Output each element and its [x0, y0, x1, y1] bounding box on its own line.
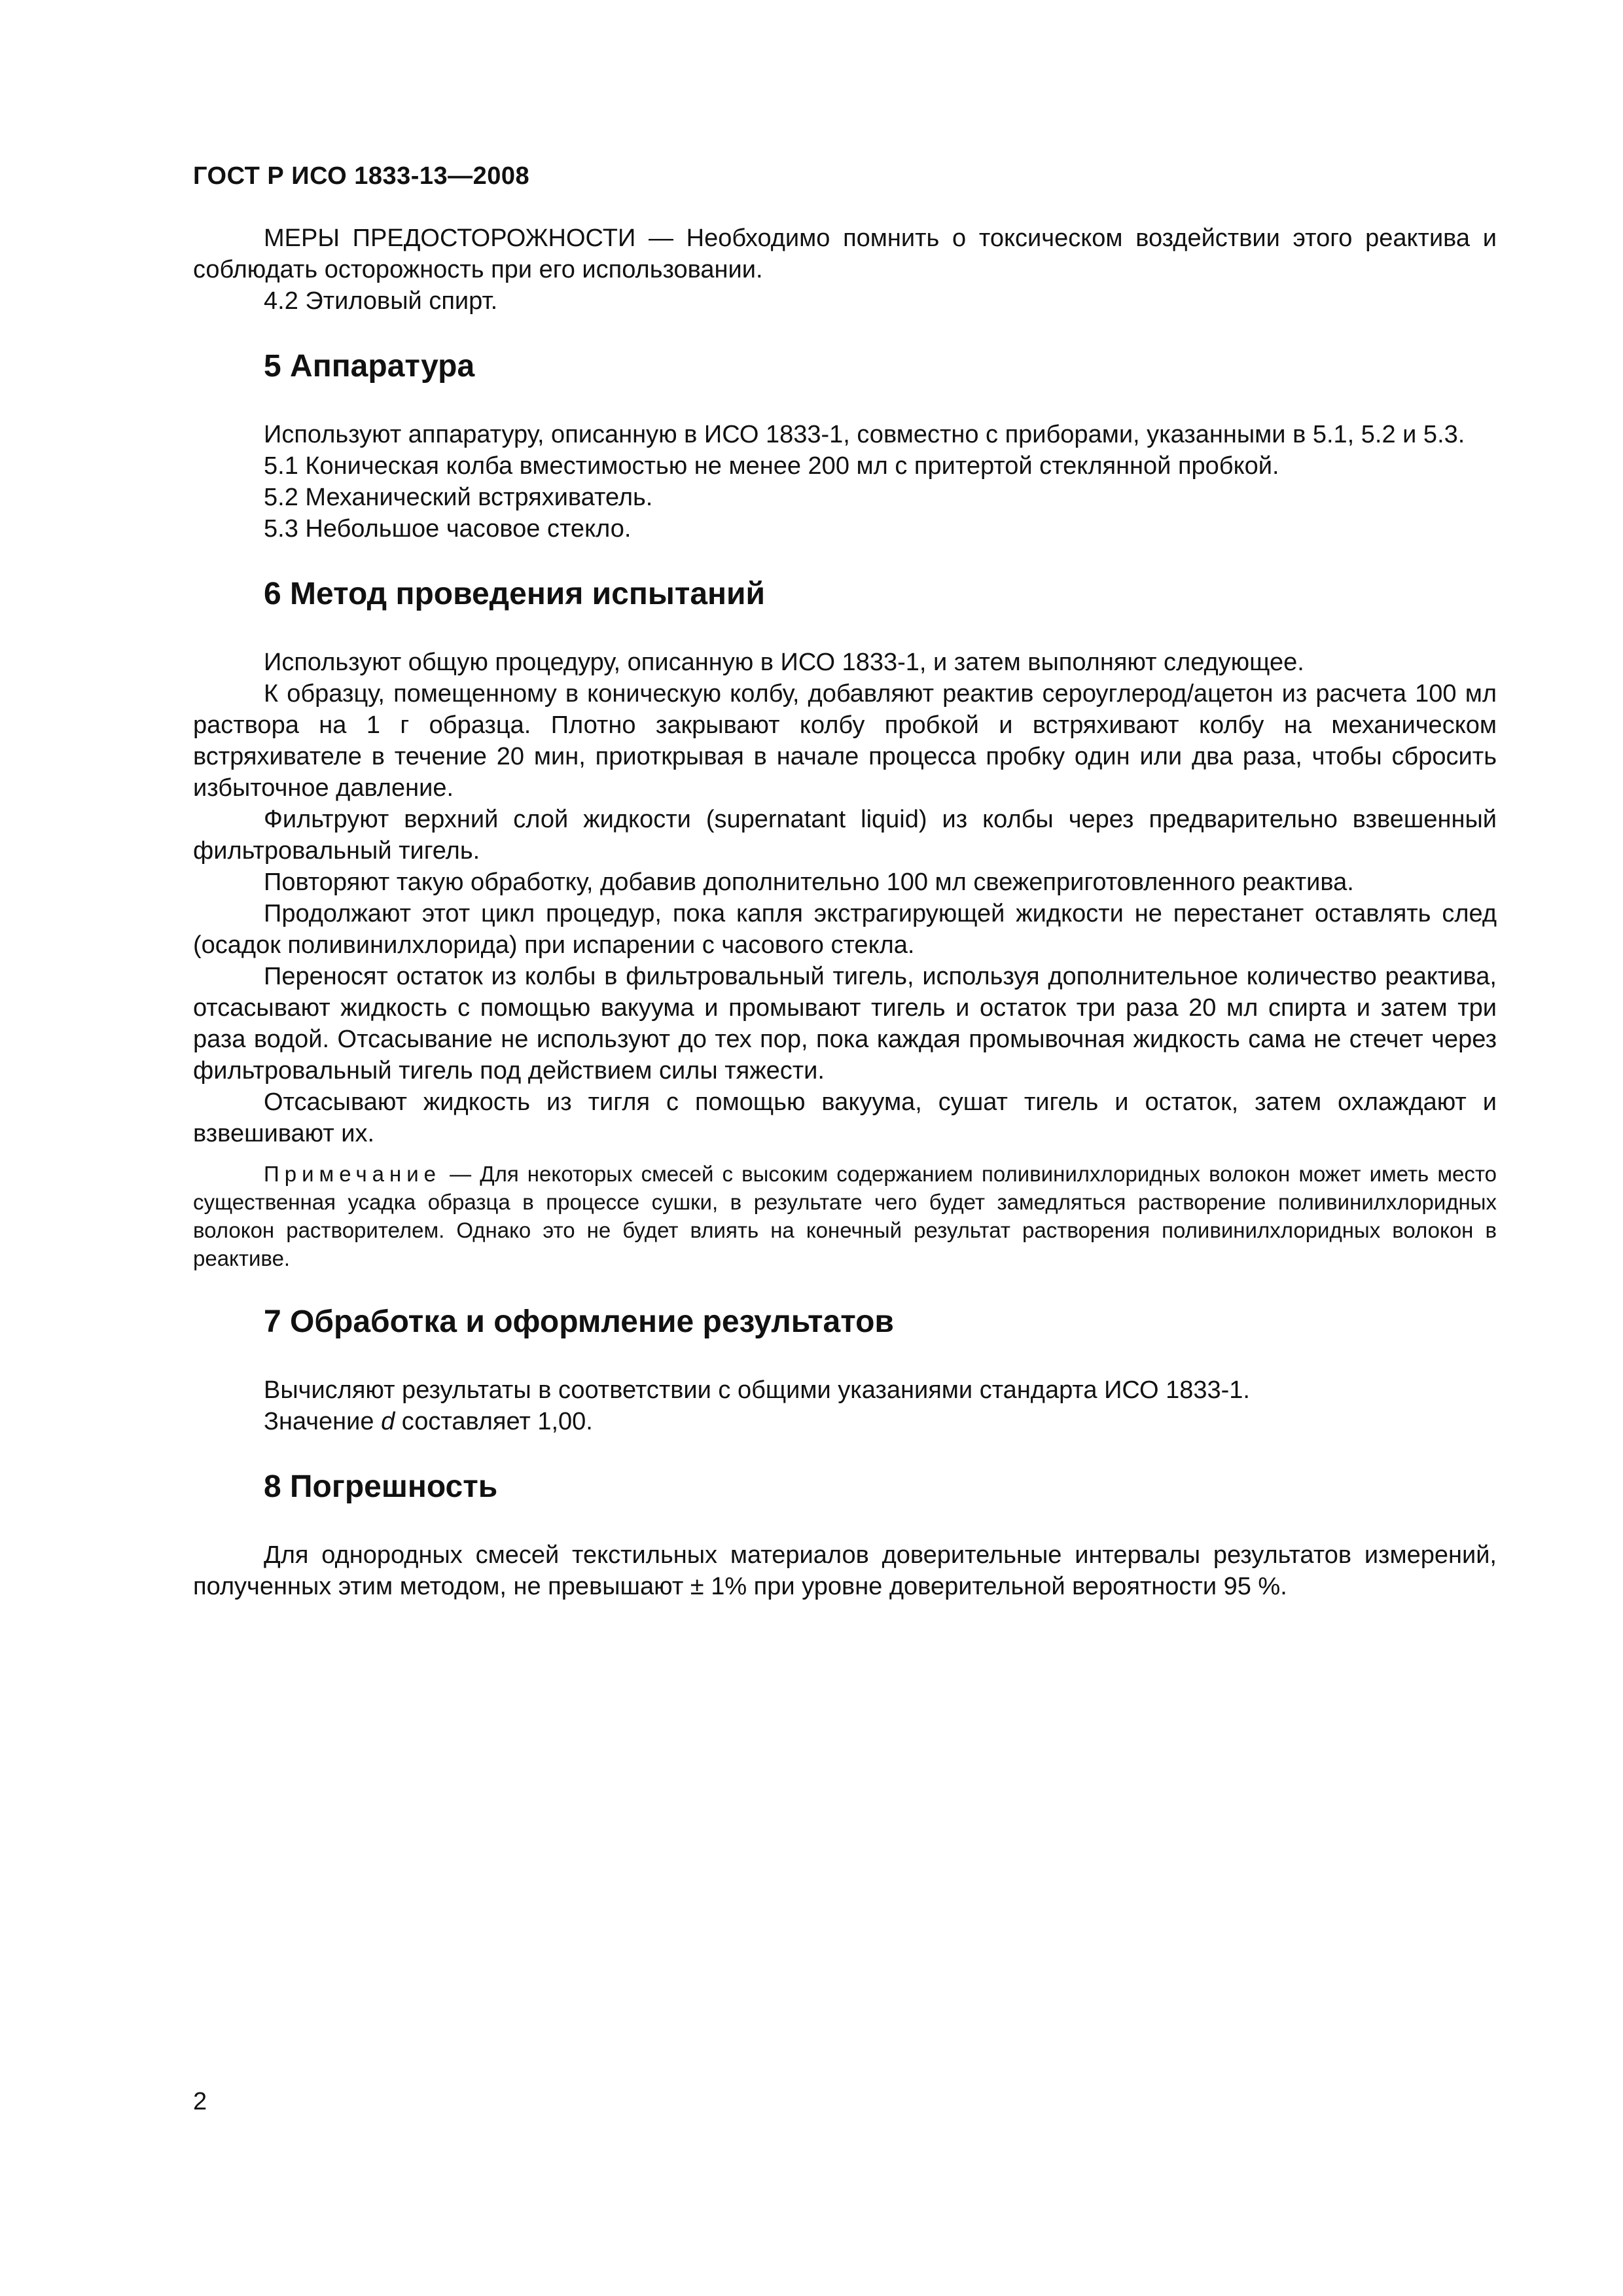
item-5-2: 5.2 Механический встряхиватель.: [264, 484, 653, 511]
document-header: ГОСТ Р ИСО 1833-13—2008: [193, 162, 530, 190]
d-value-prefix: Значение: [264, 1408, 382, 1435]
section-8-title: 8 Погрешность: [264, 1469, 498, 1504]
note-label: Примечание: [264, 1162, 442, 1186]
section-7-line-1: Вычисляют результаты в соответствии с общими указаниями стандарта ИСО 1833-1.: [264, 1376, 1250, 1404]
section-5-intro: Используют аппаратуру, описанную в ИСО 1833-1, совместно с приборами, указанными в 5.1, 5.2 и 5.3.: [264, 421, 1465, 448]
item-5-1: 5.1 Коническая колба вместимостью не менее 200 мл с притертой стеклянной пробкой.: [264, 452, 1279, 480]
section-7-line-2: [193, 1406, 1497, 1437]
item-5-3: 5.3 Небольшое часовое стекло.: [264, 515, 632, 543]
section-6-paragraph: Продолжают этот цикл процедур, пока капля экстрагирующей жидкости не перестанет оставлять след (осадок поливинилхлорида) при испарении с часового стекла.: [193, 900, 1497, 959]
section-6-paragraph: К образцу, помещенному в коническую колбу, добавляют реактив сероуглерод/ацетон из расчета 100 мл раствора на 1 г образца. Плотно закрывают колбу пробкой и встряхивают колбу на механическом встряхивателе в течение 20 мин, приоткрывая в начале процесса пробку один или два раза, чтобы сбросить избыточное давление.: [193, 680, 1497, 802]
section-6-paragraph: Отсасывают жидкость из тигля с помощью вакуума, сушат тигель и остаток, затем охлаждают и взвешивают их.: [193, 1088, 1497, 1147]
note-text: — Для некоторых смесей с высоким содержанием поливинилхлоридных волокон может иметь место существенная усадка образца в процессе сушки, в результате чего будет замедляться растворение поливинилхлоридных волокон растворителем. Однако это не будет влиять на конечный результат растворения поливинилхлоридных волокон в реактиве.: [193, 1162, 1497, 1270]
section-8-paragraph: Для однородных смесей текстильных материалов доверительные интервалы результатов измерений, полученных этим методом, не превышают ± 1% при уровне доверительной вероятности 95 %.: [193, 1541, 1497, 1600]
section-6-paragraph: Повторяют такую обработку, добавив дополнительно 100 мл свежеприготовленного реактива.: [264, 869, 1354, 896]
item-4-2: 4.2 Этиловый спирт.: [264, 287, 498, 315]
d-variable: d: [381, 1408, 395, 1435]
document-body: [193, 223, 1497, 1602]
section-6-title: 6 Метод проведения испытаний: [264, 577, 766, 611]
precautions-paragraph: МЕРЫ ПРЕДОСТОРОЖНОСТИ — Необходимо помнить о токсическом воздействии этого реактива и соблюдать осторожность при его использовании.: [193, 224, 1497, 283]
section-6-note: [193, 1160, 1497, 1272]
section-5-title: 5 Аппаратура: [264, 349, 475, 384]
page-number: 2: [193, 2088, 207, 2115]
section-7-title: 7 Обработка и оформление результатов: [264, 1304, 894, 1339]
d-value-suffix: составляет 1,00.: [395, 1408, 593, 1435]
section-6-paragraph: Фильтруют верхний слой жидкости (supernatant liquid) из колбы через предварительно взвешенный фильтровальный тигель.: [193, 806, 1497, 865]
section-6-paragraph: Используют общую процедуру, описанную в ИСО 1833-1, и затем выполняют следующее.: [264, 649, 1304, 676]
section-6-paragraph: Переносят остаток из колбы в фильтровальный тигель, используя дополнительное количество реактива, отсасывают жидкость с помощью вакуума и промывают тигель и остаток три раза 20 мл спирта и затем три раза водой. Отсасывание не используют до тех пор, пока каждая промывочная жидкость сама не стечет через фильтровальный тигель под действием силы тяжести.: [193, 963, 1497, 1085]
